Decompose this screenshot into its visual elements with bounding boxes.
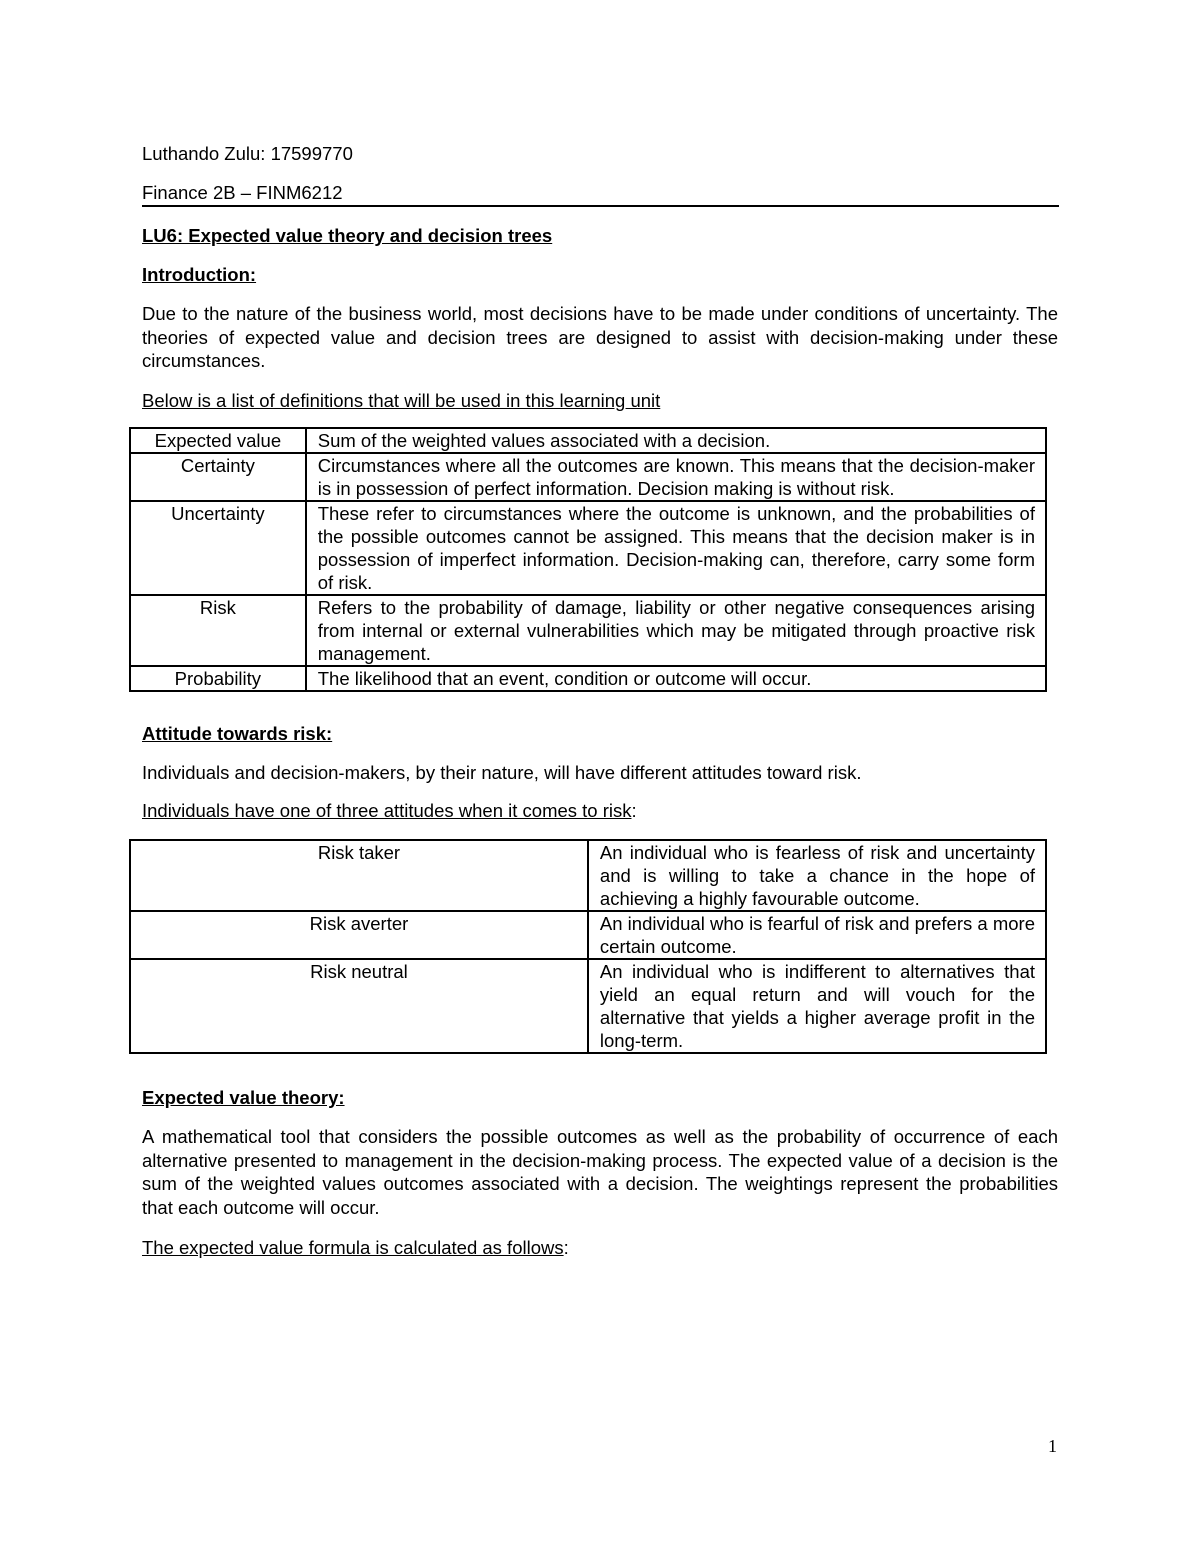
expected-value-paragraph: A mathematical tool that considers the possible outcomes as well as the probability of occurrence of each alternative presented to management in the decision-making process. The expected value of a decision is the sum of the weighted values outcomes associated with a decision. The weightings represent the probabilities that each outcome will occur. xyxy=(142,1126,1058,1218)
header-divider xyxy=(142,205,1059,207)
page-title: LU6: Expected value theory and decision trees xyxy=(142,225,553,246)
definition-row xyxy=(130,595,1046,666)
formula-intro-text: The expected value formula is calculated as follows xyxy=(142,1237,564,1258)
attitude-paragraph: Individuals and decision-makers, by their nature, will have different attitudes toward risk. xyxy=(142,762,862,783)
attitude-row-definition: An individual who is fearful of risk and prefers a more certain outcome. xyxy=(588,911,1046,959)
definition-row-term: Uncertainty xyxy=(130,501,306,595)
definition-row xyxy=(130,453,1046,501)
attitudes-intro xyxy=(142,799,637,822)
expected-value-heading: Expected value theory: xyxy=(142,1087,345,1108)
definitions-intro: Below is a list of definitions that will be used in this learning unit xyxy=(142,390,661,411)
definition-row-definition: These refer to circumstances where the outcome is unknown, and the probabilities of the possible outcomes cannot be assigned. This means that the decision maker is in possession of imperfect information. Decision-making can, therefore, carry some form of risk. xyxy=(306,501,1046,595)
attitude-row-term: Risk neutral xyxy=(130,959,588,1053)
attitudes-intro-text: Individuals have one of three attitudes when it comes to risk xyxy=(142,800,632,821)
attitude-row-term: Risk taker xyxy=(130,840,588,911)
formula-intro xyxy=(142,1236,569,1259)
attitudes-table xyxy=(129,839,1047,1054)
definition-row-definition: Sum of the weighted values associated with a decision. xyxy=(306,428,1046,453)
introduction-heading: Introduction: xyxy=(142,264,257,285)
definition-row-term: Expected value xyxy=(130,428,306,453)
definition-row-term: Risk xyxy=(130,595,306,666)
attitude-row xyxy=(130,959,1046,1053)
author-line: Luthando Zulu: 17599770 xyxy=(142,143,353,164)
attitude-heading: Attitude towards risk: xyxy=(142,723,333,744)
introduction-paragraph: Due to the nature of the business world, most decisions have to be made under conditions of uncertainty. The theories of expected value and decision trees are designed to assist with decision-making under these circumstances. xyxy=(142,303,1058,371)
attitudes-intro-colon: : xyxy=(631,800,637,821)
definition-row-definition: The likelihood that an event, condition or outcome will occur. xyxy=(306,666,1046,691)
definition-row xyxy=(130,428,1046,453)
page-number: 1 xyxy=(1048,1436,1057,1456)
definition-row xyxy=(130,501,1046,595)
attitude-row-definition: An individual who is fearless of risk and uncertainty and is willing to take a chance in the hope of achieving a highly favourable outcome. xyxy=(588,840,1046,911)
course-line: Finance 2B – FINM6212 xyxy=(142,182,343,203)
attitude-row xyxy=(130,840,1046,911)
definitions-table xyxy=(129,427,1047,692)
definition-row-term: Probability xyxy=(130,666,306,691)
definition-row-term: Certainty xyxy=(130,453,306,501)
definition-row xyxy=(130,666,1046,691)
attitude-row-definition: An individual who is indifferent to alternatives that yield an equal return and will vouch for the alternative that yields a higher average profit in the long-term. xyxy=(588,959,1046,1053)
formula-intro-colon: : xyxy=(563,1237,569,1258)
attitude-row xyxy=(130,911,1046,959)
definition-row-definition: Refers to the probability of damage, liability or other negative consequences arising from internal or external vulnerabilities which may be mitigated through proactive risk management. xyxy=(306,595,1046,666)
attitude-row-term: Risk averter xyxy=(130,911,588,959)
definition-row-definition: Circumstances where all the outcomes are known. This means that the decision-maker is in possession of perfect information. Decision making is without risk. xyxy=(306,453,1046,501)
